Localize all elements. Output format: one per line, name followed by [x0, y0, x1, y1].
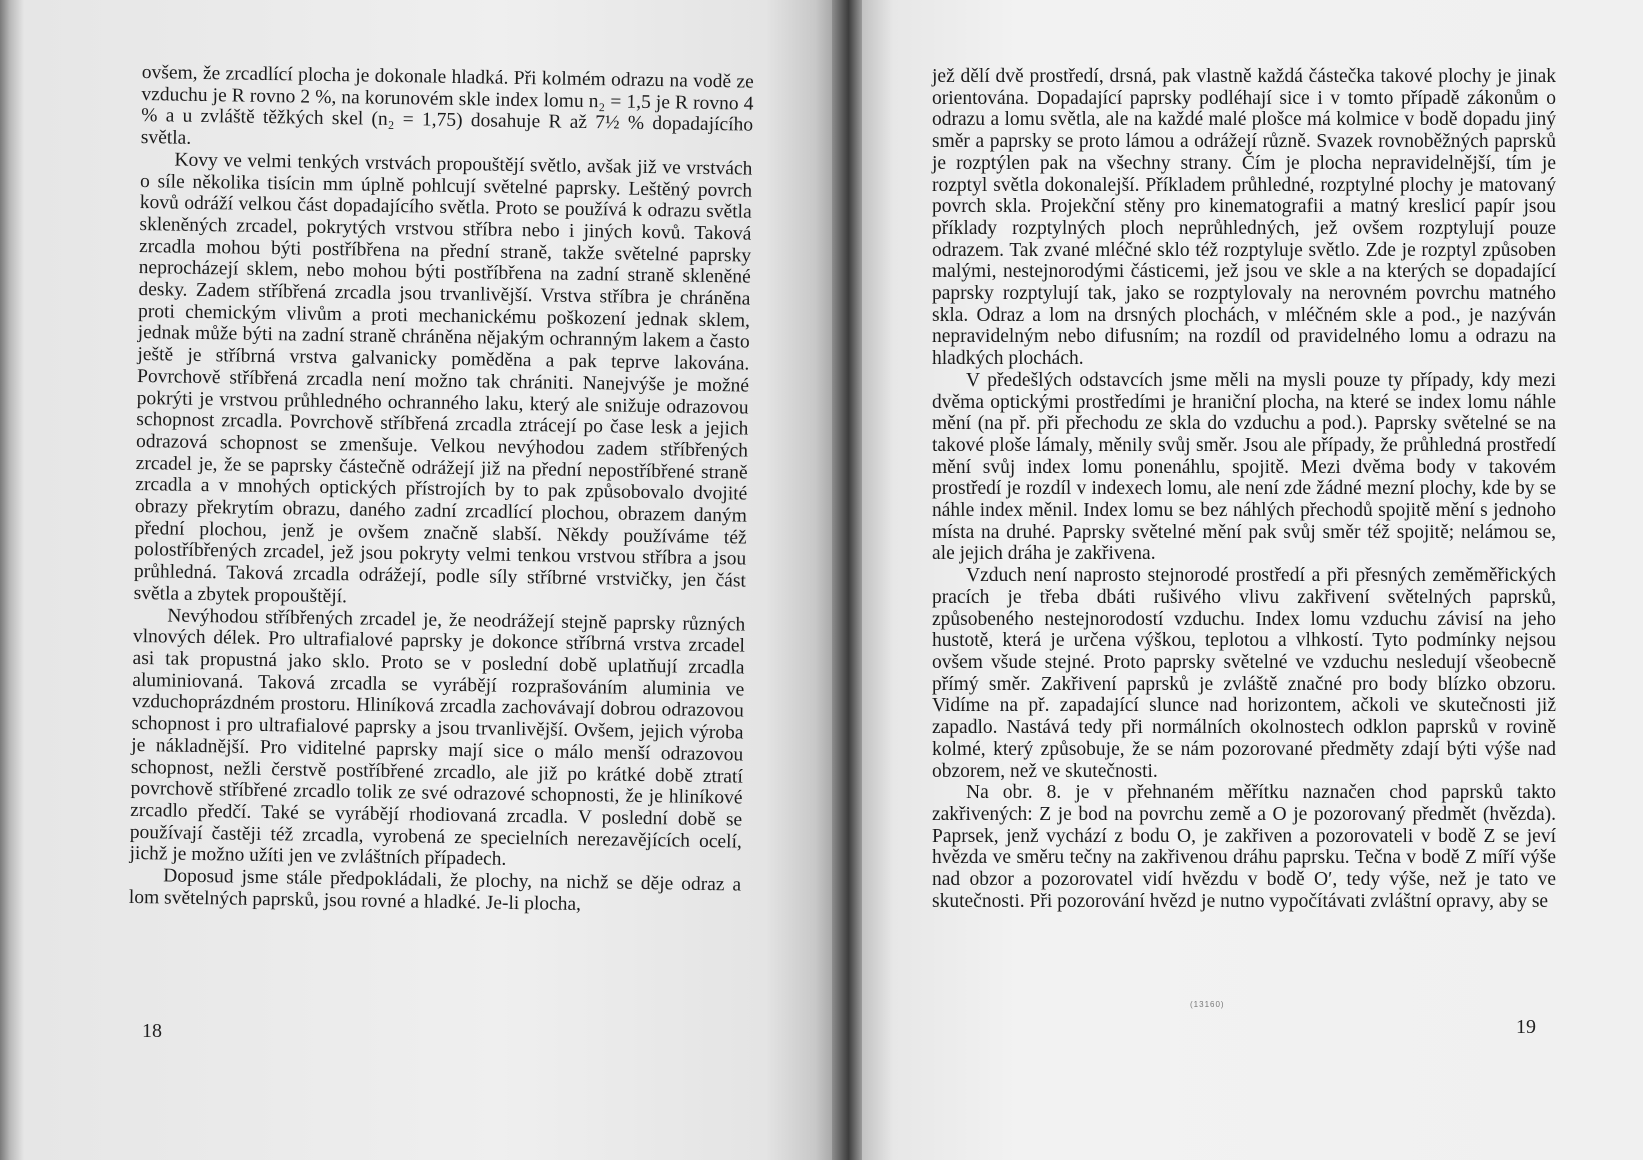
paragraph: Nevýhodou stříbřených zrcadel je, že neodrážejí stejně paprsky různých vlnových délek. Pro ultrafialové paprsky je dokonce stříbrná vrstva zrcadel asi tak propustná jako sklo. Proto se v poslední době uplatňují zrcadla aluminiovaná. Taková zrcadla se vyrábějí rozprašováním aluminia ve vzduchoprázdném prostoru. Hliníková zrcadla zachovávají dobrou odrazovou schopnost i pro ultrafialové paprsky a jsou trvanlivější. Ovšem, jejich výroba je nákladnější. Pro viditelné paprsky mají sice o málo menší odrazovou schopnost, nežli čerstvě postříbřené zrcadlo, ale již po krátké době ztratí povrchově stříbřené zrcadlo tolik ze své odrazové schopnosti, že je hliníkové zrcadlo předčí. Také se vyrábějí rhodiovaná zrcadla. V poslední době se používají častěji též zrcadla, vyrobená ze specielních nerezavějících ocelí, jichž je možno užíti jen ve zvláštních případech. [129, 605, 746, 871]
printer-signature-mark: (13160) [1190, 1000, 1225, 1009]
paragraph: jež dělí dvě prostředí, drsná, pak vlastně každá částečka takové plochy je jinak orientována. Dopadající paprsky podléhají sice i v tomto případě zákonům o odrazu a lomu světla, ale na každé malé plošce má kolmice v bodě dopadu jiný směr a paprsky se proto lámou a odrážejí různě. Svazek rovnoběžných paprsků je rozptýlen pak na všechny strany. Čím je plocha nepravidelnější, tím je rozptyl světla dokonalejší. Příkladem průhledné, rozptylné plochy je matovaný povrch skla. Projekční stěny pro kinematografii a matný kreslicí papír jsou příklady rozptylných ploch neprůhledných, jež ovšem rozptylují pouze odrazem. Tak zvané mléčné sklo též rozptyluje světlo. Zde je rozptyl způsoben malými, nestejnorodými částicemi, jež jsou ve skle a na kterých se dopadající paprsky rozptylují tak, jako se rozptylovaly na nerovném povrchu matného skla. Odraz a lom na drsných plochách, v mléčném skle a pod., je nazýván nepravidelným nebo difusním; na rozdíl od pravidelného lomu a odrazu na hladkých plochách. [932, 66, 1556, 370]
paragraph: Na obr. 8. je v přehnaném měřítku naznačen chod paprsků takto zakřivených: Z je bod na povrchu země a O je pozorovaný předmět (hvězda). Paprsek, jenž vychází z bodu O, je zakřiven a pozorovateli v bodě Z se jeví hvězda ve směru tečny na zakřivenou dráhu paprsku. Tečna v bodě Z míří výše nad obzor a pozorovatel vidí hvězdu v bodě O′, tedy výše, než je tato ve skutečnosti. Při pozorování hvězd je nutno vypočítávati zvláštní opravy, aby se [932, 782, 1556, 912]
left-page-text [129, 62, 754, 918]
page-number: 19 [1516, 1016, 1536, 1038]
page-number: 18 [142, 1020, 162, 1042]
paragraph: Doposud jsme stále předpokládali, že plochy, na nichž se děje odraz a lom světelných paprsků, jsou rovné a hladké. Je-li plocha, [128, 865, 742, 915]
paragraph: Vzduch není naprosto stejnorodé prostředí a při přesných zeměměřických pracích je třeba dbáti rušivého vlivu zakřivení světelných paprsků, způsobeného nestejnorodostí vzduchu. Index lomu vzduchu závisí na jeho hustotě, která je určena výškou, teplotou a vlhkostí. Tyto podmínky nejsou ovšem všude stejné. Proto paprsky světelné ve vzduchu nesledují všeobecně přímý směr. Zakřivení paprsků je zvláště značné pro body blízko obzoru. Vidíme na př. zapadající slunce nad horizontem, ačkoli ve skutečnosti již zapadlo. Nastává tedy při normálních okolnostech odklon paprsků v rovině kolmé, který způsobuje, že se nám pozorované předměty zdají býti výše nad obzorem, než ve skutečnosti. [932, 565, 1556, 782]
book-gutter [832, 0, 862, 1160]
paragraph: ovšem, že zrcadlící plocha je dokonale hladká. Při kolmém odrazu na vodě ze vzduchu je R rovno 2 %, na korunovém skle index lomu n₂ = 1,5 je R rovno 4 % a u zvláště těžkých skel (n₂ = 1,75) dosahuje R až 7½ % dopadajícího světla. [140, 62, 754, 149]
right-page [862, 0, 1643, 1160]
paragraph: V předešlých odstavcích jsme měli na mysli pouze ty případy, kdy mezi dvěma optickými prostředími je hraniční plocha, na které se index lomu náhle mění (na př. při přechodu ze skla do vzduchu a pod.). Paprsky světelné se na takové ploše lámaly, měnily svůj směr. Jsou ale případy, že průhledná prostředí mění svůj index lomu ponenáhlu, spojitě. Mezi dvěma body v takovém prostředí je rozdíl v indexech lomu, ale není zde žádné mezní plochy, kde by se náhle index měnil. Index lomu se bez náhlých přechodů spojitě mění s jednoho místa na druhé. Paprsky světelné mění pak svůj směr též spojitě; nelámou se, ale jejich dráha je zakřivena. [932, 369, 1556, 565]
paragraph: Kovy ve velmi tenkých vrstvách propouštějí světlo, avšak již ve vrstvách o síle několika tisícin mm úplně pohlcují světelné paprsky. Leštěný povrch kovů odráží velkou část dopadajícího světla. Proto se používá k odrazu světla skleněných zrcadel, pokrytých vrstvou stříbra nebo i jiných kovů. Taková zrcadla mohou býti postříbřena na přední straně, takže světelné paprsky neprocházejí sklem, nebo mohou býti postříbřena na zadní straně skleněné desky. Zadem stříbřená zrcadla jsou trvanlivější. Vrstva stříbra je chráněna proti chemickým vlivům a proti mechanickému poškození jednak sklem, jednak může býti na zadní straně chráněna nějakým ochranným lakem a často ještě je stříbrná vrstva galvanicky poměděna a pak teprve lakována. Povrchově stříbřená zrcadla není možno tak chrániti. Nanejvýše je možné pokrýti je vrstvou průhledného ochranného laku, který ale snižuje odrazovou schopnost zrcadla. Povrchově stříbřená zrcadla ztrácejí po čase lesk a jejich odrazová schopnost se zmenšuje. Velkou nevýhodou zadem stříbřených zrcadel je, že se paprsky částečně odrážejí již na přední nepostříbřené straně zrcadla a v mnohých optických přístrojích by to pak způsobovalo dvojité obrazy překrytím obrazu, daného zadní zrcadlící plochou, obrazem daným přední plochou, jenž je ovšem značně slabší. Někdy používáme též polostříbřených zrcadel, jež jsou pokryty velmi tenkou vrstvou stříbra a jsou průhledná. Taková zrcadla odrážejí, podle síly stříbrné vrstvičky, jen část světla a zbytek propouštějí. [133, 149, 753, 608]
right-page-text [932, 66, 1556, 912]
